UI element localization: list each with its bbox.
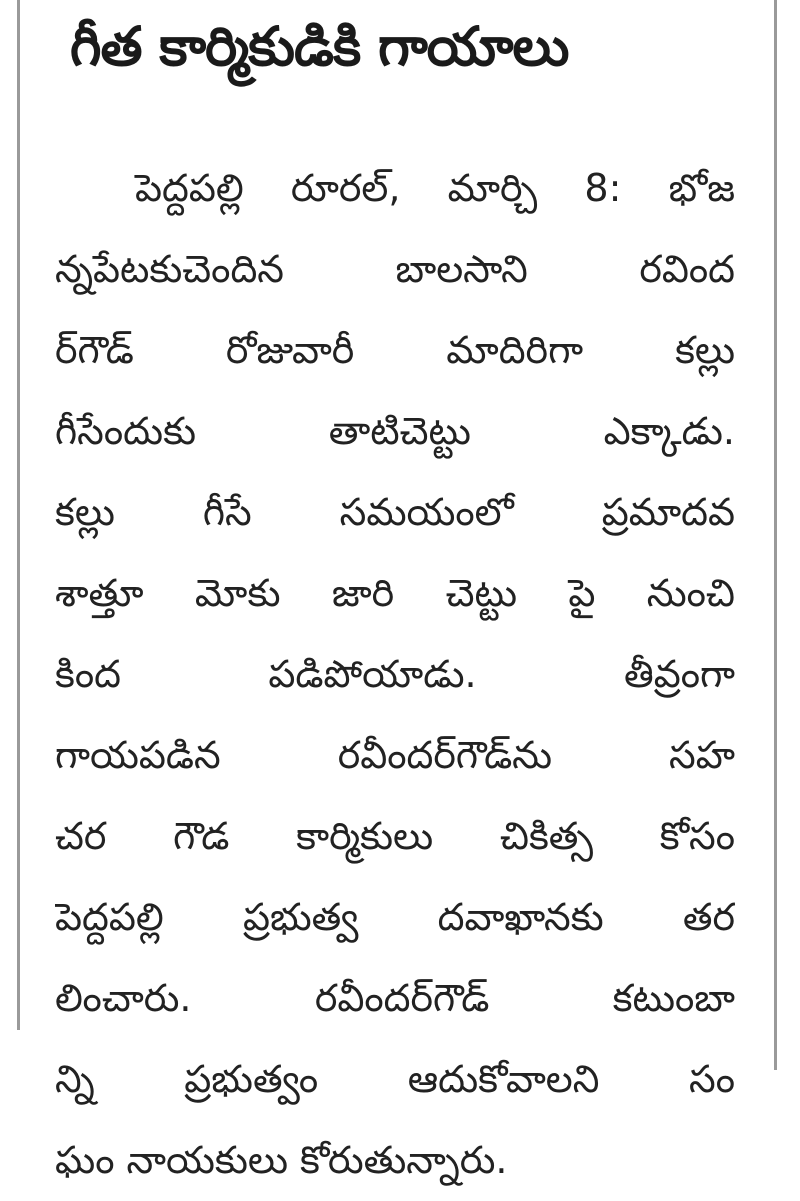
body-line-6: శాత్తూ మోకు జారి చెట్టు పై నుంచి <box>55 571 735 615</box>
body-line-9: చర గౌడ కార్మికులు చికిత్స కోసం <box>55 814 735 858</box>
body-line-1: పెద్దపల్లి రూరల్, మార్చి 8: భోజ <box>135 166 735 210</box>
body-line-11: లించారు. రవీందర్‌గౌడ్ కటుంబా <box>55 976 735 1020</box>
body-line-8: గాయపడిన రవీందర్‌గౌడ్‌ను సహ <box>55 733 735 777</box>
column-rule-right <box>774 0 777 1070</box>
body-line-12: న్ని ప్రభుత్వం ఆదుకోవాలని సం <box>55 1057 735 1101</box>
article-body <box>55 148 735 1201</box>
body-line-5: కల్లు గీసే సమయంలో ప్రమాదవ <box>55 490 735 534</box>
body-line-10: పెద్దపల్లి ప్రభుత్వ దవాఖానకు తర <box>55 895 735 939</box>
body-line-13: ఘం నాయకులు కోరుతున్నారు. <box>55 1138 508 1182</box>
body-line-7: కింద పడిపోయాడు. తీవ్రంగా <box>55 652 735 696</box>
body-line-3: ర్‌గౌడ్ రోజువారీ మాదిరిగా కల్లు <box>55 328 735 372</box>
column-rule-left <box>17 0 20 1030</box>
body-line-2: న్నపేటకుచెందిన బాలసాని రవింద <box>55 247 735 291</box>
body-line-4: గీసేందుకు తాటిచెట్టు ఎక్కాడు. <box>55 409 735 453</box>
headline: గీత కార్మికుడికి గాయాలు <box>70 15 569 78</box>
